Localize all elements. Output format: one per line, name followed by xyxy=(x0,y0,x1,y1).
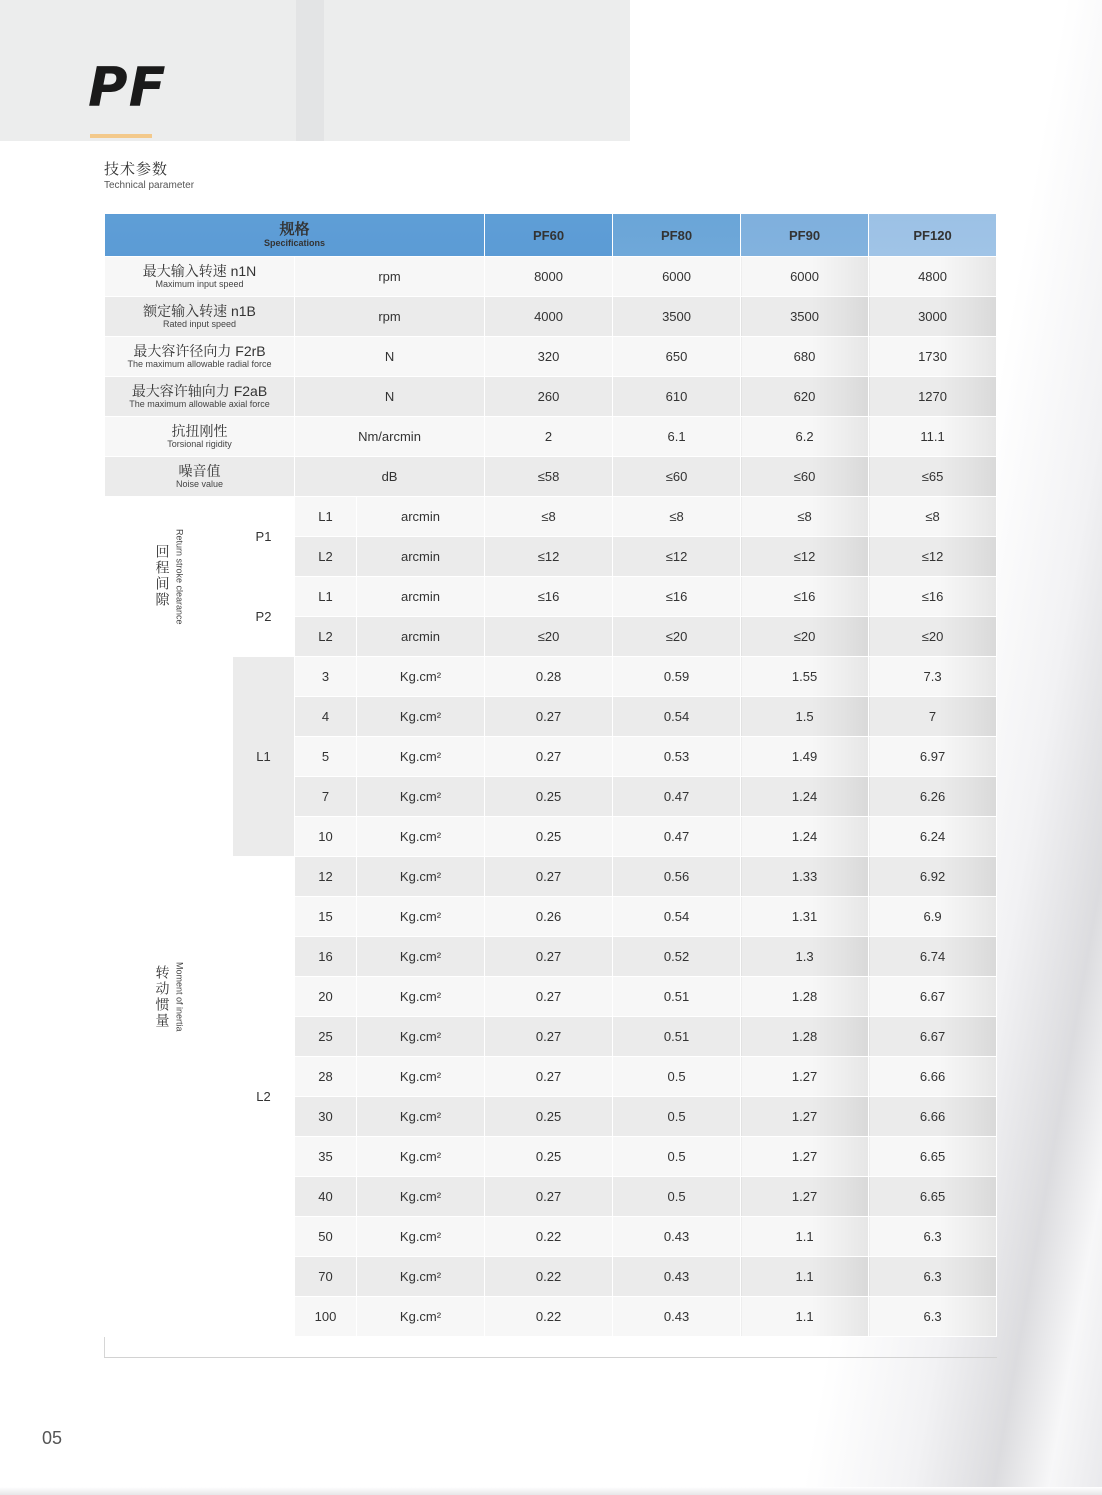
row-label-rated-input-speed: 额定输入转速 n1B Rated input speed xyxy=(105,297,295,337)
cell-pf60: 0.26 xyxy=(485,897,613,937)
cell-pf60: ≤16 xyxy=(485,577,613,617)
row-label-max-radial-force: 最大容许径向力 F2rB The maximum allowable radial force xyxy=(105,337,295,377)
cell-pf60: 0.22 xyxy=(485,1217,613,1257)
group-label-moment-of-inertia: 转动惯量 Moment of inertia xyxy=(105,657,233,1337)
cell-pf90: 1.27 xyxy=(741,1097,869,1137)
cell-pf90: 620 xyxy=(741,377,869,417)
ratio-label: 7 xyxy=(295,777,357,817)
cell-pf120: 6.66 xyxy=(869,1097,997,1137)
cell-pf80: 650 xyxy=(613,337,741,377)
cell-pf60: ≤20 xyxy=(485,617,613,657)
cell-pf60: 4000 xyxy=(485,297,613,337)
cell-pf80: 3500 xyxy=(613,297,741,337)
cell-pf90: 1.3 xyxy=(741,937,869,977)
brand-logo-underline xyxy=(90,134,152,138)
cell-pf90: 1.27 xyxy=(741,1057,869,1097)
cell-pf80: 0.53 xyxy=(613,737,741,777)
ratio-label: 20 xyxy=(295,977,357,1017)
table-row xyxy=(105,297,997,337)
cell-pf120: 6.26 xyxy=(869,777,997,817)
cell-pf80: 0.59 xyxy=(613,657,741,697)
cell-pf120: ≤8 xyxy=(869,497,997,537)
cell-pf60: 8000 xyxy=(485,257,613,297)
cell-pf80: ≤20 xyxy=(613,617,741,657)
cell-pf80: 0.47 xyxy=(613,817,741,857)
table-row xyxy=(105,457,997,497)
table-row xyxy=(105,857,997,897)
cell-pf90: 1.27 xyxy=(741,1177,869,1217)
header-model-pf60: PF60 xyxy=(485,214,613,257)
ratio-label: 3 xyxy=(295,657,357,697)
cell-pf60: 0.27 xyxy=(485,977,613,1017)
row-unit: arcmin xyxy=(357,577,485,617)
header-model-pf90: PF90 xyxy=(741,214,869,257)
cell-pf80: 0.43 xyxy=(613,1217,741,1257)
header-band-strip xyxy=(296,0,324,141)
cell-pf120: ≤20 xyxy=(869,617,997,657)
cell-pf80: 0.5 xyxy=(613,1177,741,1217)
cell-pf60: 0.25 xyxy=(485,1097,613,1137)
ratio-label: 40 xyxy=(295,1177,357,1217)
cell-pf60: 0.27 xyxy=(485,1017,613,1057)
table-row xyxy=(105,417,997,457)
row-unit: Kg.cm² xyxy=(357,897,485,937)
section-title-en: Technical parameter xyxy=(104,180,195,191)
row-unit: rpm xyxy=(295,257,485,297)
cell-pf80: 0.54 xyxy=(613,897,741,937)
cell-pf120: 6.67 xyxy=(869,977,997,1017)
row-unit: dB xyxy=(295,457,485,497)
cell-pf120: 6.3 xyxy=(869,1257,997,1297)
cell-pf80: 0.43 xyxy=(613,1297,741,1337)
table-row xyxy=(105,497,997,537)
header-model-pf80: PF80 xyxy=(613,214,741,257)
technical-parameter-table xyxy=(104,213,997,1337)
cell-pf60: 2 xyxy=(485,417,613,457)
ratio-label: 4 xyxy=(295,697,357,737)
cell-pf120: 6.67 xyxy=(869,1017,997,1057)
cell-pf80: 0.51 xyxy=(613,1017,741,1057)
cell-pf90: 1.1 xyxy=(741,1297,869,1337)
stage-label: L2 xyxy=(295,537,357,577)
cell-pf80: ≤8 xyxy=(613,497,741,537)
cell-pf90: 1.49 xyxy=(741,737,869,777)
cell-pf120: 1270 xyxy=(869,377,997,417)
cell-pf80: 0.5 xyxy=(613,1137,741,1177)
row-unit: Kg.cm² xyxy=(357,1137,485,1177)
cell-pf90: 680 xyxy=(741,337,869,377)
cell-pf60: ≤12 xyxy=(485,537,613,577)
table-row xyxy=(105,337,997,377)
cell-pf90: 1.28 xyxy=(741,977,869,1017)
cell-pf60: 0.22 xyxy=(485,1257,613,1297)
cell-pf80: ≤16 xyxy=(613,577,741,617)
row-unit: arcmin xyxy=(357,537,485,577)
group-label-l2: L2 xyxy=(233,857,295,1337)
cell-pf90: 3500 xyxy=(741,297,869,337)
group-label-p1: P1 xyxy=(233,497,295,577)
table-header-row xyxy=(105,214,997,257)
cell-pf60: ≤8 xyxy=(485,497,613,537)
cell-pf90: ≤60 xyxy=(741,457,869,497)
group-label-p2: P2 xyxy=(233,577,295,657)
row-unit: Kg.cm² xyxy=(357,1297,485,1337)
cell-pf80: 6000 xyxy=(613,257,741,297)
row-unit: Kg.cm² xyxy=(357,657,485,697)
row-unit: Kg.cm² xyxy=(357,1217,485,1257)
cell-pf120: 6.65 xyxy=(869,1137,997,1177)
cell-pf120: 6.9 xyxy=(869,897,997,937)
ratio-label: 35 xyxy=(295,1137,357,1177)
cell-pf120: 6.97 xyxy=(869,737,997,777)
row-unit: arcmin xyxy=(357,497,485,537)
group-label-return-stroke-clearance: 回程间隙 Return stroke clearance xyxy=(105,497,233,657)
page-bottom-edge xyxy=(0,1487,1102,1495)
ratio-label: 100 xyxy=(295,1297,357,1337)
brand-logo: PF xyxy=(88,56,167,119)
row-unit: Kg.cm² xyxy=(357,1057,485,1097)
stage-label: L1 xyxy=(295,497,357,537)
row-unit: arcmin xyxy=(357,617,485,657)
row-unit: Kg.cm² xyxy=(357,1097,485,1137)
ratio-label: 12 xyxy=(295,857,357,897)
cell-pf120: 6.3 xyxy=(869,1217,997,1257)
row-label-noise-value: 噪音值 Noise value xyxy=(105,457,295,497)
cell-pf60: 0.27 xyxy=(485,937,613,977)
cell-pf80: ≤60 xyxy=(613,457,741,497)
cell-pf90: 1.28 xyxy=(741,1017,869,1057)
cell-pf120: 7.3 xyxy=(869,657,997,697)
cell-pf120: 7 xyxy=(869,697,997,737)
cell-pf90: 1.24 xyxy=(741,817,869,857)
section-title xyxy=(104,158,194,191)
cell-pf60: 0.25 xyxy=(485,817,613,857)
cell-pf60: 0.22 xyxy=(485,1297,613,1337)
row-unit: Nm/arcmin xyxy=(295,417,485,457)
row-unit: N xyxy=(295,377,485,417)
row-unit: Kg.cm² xyxy=(357,937,485,977)
ratio-label: 28 xyxy=(295,1057,357,1097)
row-label-max-axial-force: 最大容许轴向力 F2aB The maximum allowable axial force xyxy=(105,377,295,417)
table-row xyxy=(105,257,997,297)
cell-pf90: 1.5 xyxy=(741,697,869,737)
cell-pf120: ≤65 xyxy=(869,457,997,497)
row-unit: Kg.cm² xyxy=(357,817,485,857)
cell-pf90: 1.33 xyxy=(741,857,869,897)
cell-pf120: 3000 xyxy=(869,297,997,337)
cell-pf90: 6000 xyxy=(741,257,869,297)
header-specifications: 规格 Specifications xyxy=(105,214,485,257)
ratio-label: 5 xyxy=(295,737,357,777)
cell-pf120: 6.74 xyxy=(869,937,997,977)
row-unit: rpm xyxy=(295,297,485,337)
row-label-torsional-rigidity: 抗扭刚性 Torsional rigidity xyxy=(105,417,295,457)
cell-pf80: 0.51 xyxy=(613,977,741,1017)
row-unit: Kg.cm² xyxy=(357,857,485,897)
stage-label: L1 xyxy=(295,577,357,617)
row-unit: Kg.cm² xyxy=(357,737,485,777)
row-unit: Kg.cm² xyxy=(357,1257,485,1297)
stage-label: L2 xyxy=(295,617,357,657)
ratio-label: 10 xyxy=(295,817,357,857)
ratio-label: 50 xyxy=(295,1217,357,1257)
cell-pf90: ≤12 xyxy=(741,537,869,577)
row-label-max-input-speed: 最大输入转速 n1N Maximum input speed xyxy=(105,257,295,297)
table-bottom-rule xyxy=(104,1357,997,1358)
cell-pf90: ≤16 xyxy=(741,577,869,617)
cell-pf90: ≤8 xyxy=(741,497,869,537)
cell-pf120: 6.92 xyxy=(869,857,997,897)
ratio-label: 70 xyxy=(295,1257,357,1297)
cell-pf90: 1.31 xyxy=(741,897,869,937)
cell-pf120: ≤16 xyxy=(869,577,997,617)
row-unit: Kg.cm² xyxy=(357,1017,485,1057)
cell-pf120: 11.1 xyxy=(869,417,997,457)
cell-pf120: 6.65 xyxy=(869,1177,997,1217)
cell-pf90: 1.1 xyxy=(741,1217,869,1257)
cell-pf60: 0.27 xyxy=(485,1177,613,1217)
cell-pf80: 0.54 xyxy=(613,697,741,737)
ratio-label: 30 xyxy=(295,1097,357,1137)
ratio-label: 16 xyxy=(295,937,357,977)
cell-pf120: 1730 xyxy=(869,337,997,377)
cell-pf60: 0.25 xyxy=(485,1137,613,1177)
ratio-label: 25 xyxy=(295,1017,357,1057)
table-row xyxy=(105,657,997,697)
cell-pf120: ≤12 xyxy=(869,537,997,577)
page-number: 05 xyxy=(42,1428,63,1448)
group-label-l1: L1 xyxy=(233,657,295,857)
cell-pf120: 6.24 xyxy=(869,817,997,857)
cell-pf80: 0.56 xyxy=(613,857,741,897)
cell-pf60: 0.27 xyxy=(485,737,613,777)
cell-pf80: 6.1 xyxy=(613,417,741,457)
cell-pf80: ≤12 xyxy=(613,537,741,577)
row-unit: N xyxy=(295,337,485,377)
cell-pf60: 0.28 xyxy=(485,657,613,697)
row-unit: Kg.cm² xyxy=(357,977,485,1017)
table-row xyxy=(105,377,997,417)
cell-pf80: 610 xyxy=(613,377,741,417)
cell-pf60: 0.27 xyxy=(485,697,613,737)
row-unit: Kg.cm² xyxy=(357,777,485,817)
header-model-pf120: PF120 xyxy=(869,214,997,257)
row-unit: Kg.cm² xyxy=(357,697,485,737)
cell-pf90: 1.1 xyxy=(741,1257,869,1297)
cell-pf90: 1.24 xyxy=(741,777,869,817)
cell-pf60: 260 xyxy=(485,377,613,417)
cell-pf60: 320 xyxy=(485,337,613,377)
cell-pf80: 0.43 xyxy=(613,1257,741,1297)
cell-pf60: 0.27 xyxy=(485,1057,613,1097)
cell-pf60: ≤58 xyxy=(485,457,613,497)
cell-pf90: 1.27 xyxy=(741,1137,869,1177)
section-title-cn: 技术参数 xyxy=(104,161,169,178)
cell-pf120: 6.3 xyxy=(869,1297,997,1337)
cell-pf80: 0.52 xyxy=(613,937,741,977)
cell-pf60: 0.27 xyxy=(485,857,613,897)
cell-pf60: 0.25 xyxy=(485,777,613,817)
cell-pf120: 6.66 xyxy=(869,1057,997,1097)
cell-pf90: 1.55 xyxy=(741,657,869,697)
ratio-label: 15 xyxy=(295,897,357,937)
cell-pf120: 4800 xyxy=(869,257,997,297)
cell-pf90: 6.2 xyxy=(741,417,869,457)
table-row xyxy=(105,577,997,617)
cell-pf80: 0.5 xyxy=(613,1097,741,1137)
cell-pf80: 0.47 xyxy=(613,777,741,817)
cell-pf90: ≤20 xyxy=(741,617,869,657)
cell-pf80: 0.5 xyxy=(613,1057,741,1097)
row-unit: Kg.cm² xyxy=(357,1177,485,1217)
